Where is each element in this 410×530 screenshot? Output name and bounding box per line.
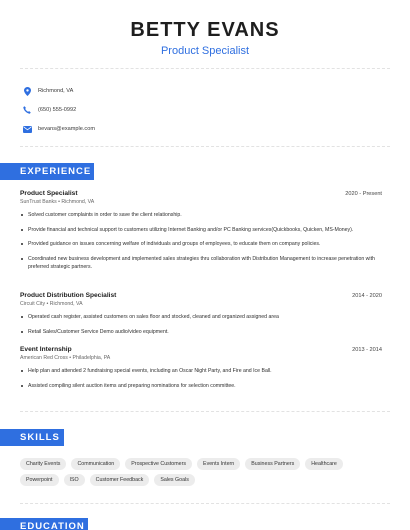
job-date: 2013 - 2014 bbox=[352, 347, 382, 353]
contact-phone-text: (650) 555-0992 bbox=[38, 107, 77, 113]
skills-divider bbox=[20, 503, 390, 504]
contact-email[interactable] bbox=[22, 120, 95, 138]
skill-chip: Charity Events bbox=[20, 458, 66, 470]
skill-chip: Healthcare bbox=[305, 458, 343, 470]
email-icon bbox=[22, 124, 32, 134]
job-title: Event Internship bbox=[20, 346, 72, 353]
skill-chip: Events Intern bbox=[197, 458, 240, 470]
job-bullet: Provided guidance on issues concerning welfare of individuals and groups of employees, to educate them on company policies. bbox=[20, 240, 382, 249]
job-title: Product Specialist bbox=[20, 190, 78, 197]
contact-divider bbox=[20, 146, 390, 147]
experience-divider bbox=[20, 411, 390, 412]
job-bullets bbox=[20, 313, 382, 336]
education-heading: EDUCATION bbox=[0, 518, 88, 530]
contact-email-text[interactable]: bevans@example.com bbox=[38, 126, 95, 132]
skills-heading: SKILLS bbox=[0, 429, 64, 446]
phone-icon bbox=[22, 105, 32, 115]
skill-chip: Customer Feedback bbox=[90, 474, 150, 486]
resume-header bbox=[0, 0, 410, 58]
candidate-title: Product Specialist bbox=[160, 45, 250, 57]
skill-chip: Business Partners bbox=[245, 458, 300, 470]
contact-location bbox=[22, 82, 95, 100]
job-company: American Red Cross • Philadelphia, PA bbox=[20, 355, 111, 361]
job-entry bbox=[20, 292, 382, 342]
skill-chip: ISO bbox=[64, 474, 85, 486]
job-bullet: Provide financial and technical support to customers utilizing Internet Banking and/or PC Banking services(Quickbooks, Quicken, MS-Money). bbox=[20, 226, 382, 235]
job-date: 2014 - 2020 bbox=[352, 293, 382, 299]
contact-location-text: Richmond, VA bbox=[38, 88, 74, 94]
experience-heading: EXPERIENCE bbox=[0, 163, 94, 180]
contact-info bbox=[22, 82, 95, 139]
skill-chip: Sales Goals bbox=[154, 474, 195, 486]
job-date: 2020 - Present bbox=[345, 191, 382, 197]
skill-chip: Prospective Customers bbox=[125, 458, 192, 470]
job-company: Circuit City • Richmond, VA bbox=[20, 301, 83, 307]
job-bullet: Solved customer complaints in order to save the client relationship. bbox=[20, 211, 382, 220]
location-pin-icon bbox=[22, 86, 32, 96]
job-company: SunTrust Banks • Richmond, VA bbox=[20, 199, 95, 205]
job-bullet: Assisted compiling silent auction items and preparing nominations for selection committee. bbox=[20, 382, 382, 391]
job-bullets bbox=[20, 211, 382, 272]
job-bullet: Operated cash register, assisted customers on sales floor and stocked, cleaned and organized assigned area bbox=[20, 313, 382, 322]
candidate-name: BETTY EVANS bbox=[130, 19, 280, 41]
job-entry bbox=[20, 190, 382, 278]
job-title: Product Distribution Specialist bbox=[20, 292, 117, 299]
header-divider bbox=[20, 68, 390, 69]
contact-phone bbox=[22, 101, 95, 119]
job-entry bbox=[20, 346, 382, 396]
job-bullet: Coordinated new business development and implemented sales strategies thru collaboration with Distribution Management to increase penetration with preferred strategic partners. bbox=[20, 255, 382, 272]
skill-chip: Powerpoint bbox=[20, 474, 59, 486]
job-bullets bbox=[20, 367, 382, 390]
job-bullet: Retail Sales/Customer Service Demo audio/video equipment. bbox=[20, 328, 382, 337]
skill-chip: Communication bbox=[71, 458, 120, 470]
skills-list bbox=[20, 458, 390, 490]
job-bullet: Help plan and attended 2 fundraising special events, including an Oscar Night Party, and Fire and Ice Ball. bbox=[20, 367, 382, 376]
